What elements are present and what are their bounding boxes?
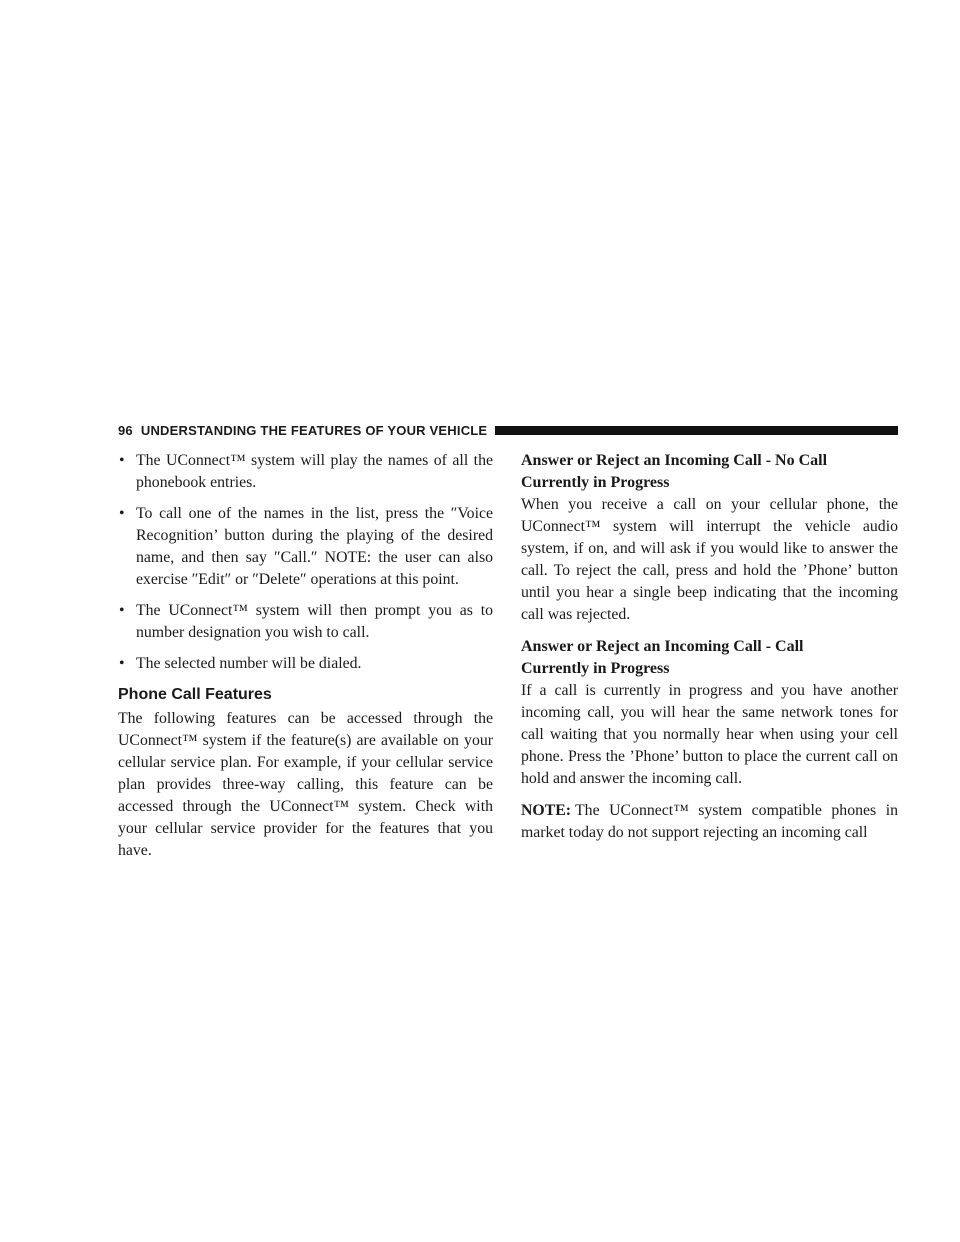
section-title: UNDERSTANDING THE FEATURES OF YOUR VEHICLE (140, 422, 488, 438)
phone-call-features-heading: Phone Call Features (118, 686, 272, 703)
list-item (118, 450, 493, 494)
note-text: The UConnect™ system compatible phones in market today do not support rejecting an incoming call (521, 802, 898, 841)
note-label: NOTE: (521, 802, 572, 819)
right-column (521, 450, 898, 854)
phone-call-features-paragraph: The following features can be accessed through the UConnect™ system if the feature(s) are available on your cellular service plan. For example, if your cellular service plan provides three-way calling, this feature can be accessed through the UConnect™ system. Check with your cellular service provider for the features that you have. (118, 710, 493, 859)
list-item-text: The UConnect™ system will then prompt you as to number designation you wish to call. (136, 602, 493, 641)
call-in-progress-paragraph: If a call is currently in progress and you have another incoming call, you will hear the same network tones for call waiting that you normally hear when using your cell phone. Press the ’Phone’ button to place the current call on hold and answer the incoming call. (521, 682, 898, 787)
bullet-icon: • (119, 655, 125, 672)
list-item-text: The UConnect™ system will play the names of all the phonebook entries. (136, 452, 493, 491)
header-rule (495, 426, 898, 435)
no-call-paragraph: When you receive a call on your cellular phone, the UConnect™ system will interrupt the vehicle audio system, if on, and will ask if you would like to answer the call. To reject the call, press and hold the ’Phone’ button until you hear a single beep indicating that the incoming call was rejected. (521, 496, 898, 623)
list-item (118, 503, 493, 591)
page-number: 96 (118, 422, 133, 438)
note-paragraph (521, 800, 898, 844)
list-item (118, 600, 493, 644)
list-item-text: The selected number will be dialed. (136, 655, 362, 672)
bullet-icon: • (119, 452, 125, 469)
call-in-progress-heading: Answer or Reject an Incoming Call - Call Currently in Progress (521, 638, 804, 677)
page-header (118, 420, 898, 440)
bullet-icon: • (119, 505, 125, 522)
list-item (118, 653, 493, 675)
left-column (118, 450, 493, 872)
bullet-list (118, 450, 493, 675)
bullet-icon: • (119, 602, 125, 619)
no-call-heading: Answer or Reject an Incoming Call - No Call Currently in Progress (521, 452, 828, 491)
list-item-text: To call one of the names in the list, press the ″Voice Recognition’ button during the playing of the desired name, and then say ″Call.″ NOTE: the user can also exercise ″Edit″ or ″Delete″ operations at this point. (136, 505, 493, 588)
